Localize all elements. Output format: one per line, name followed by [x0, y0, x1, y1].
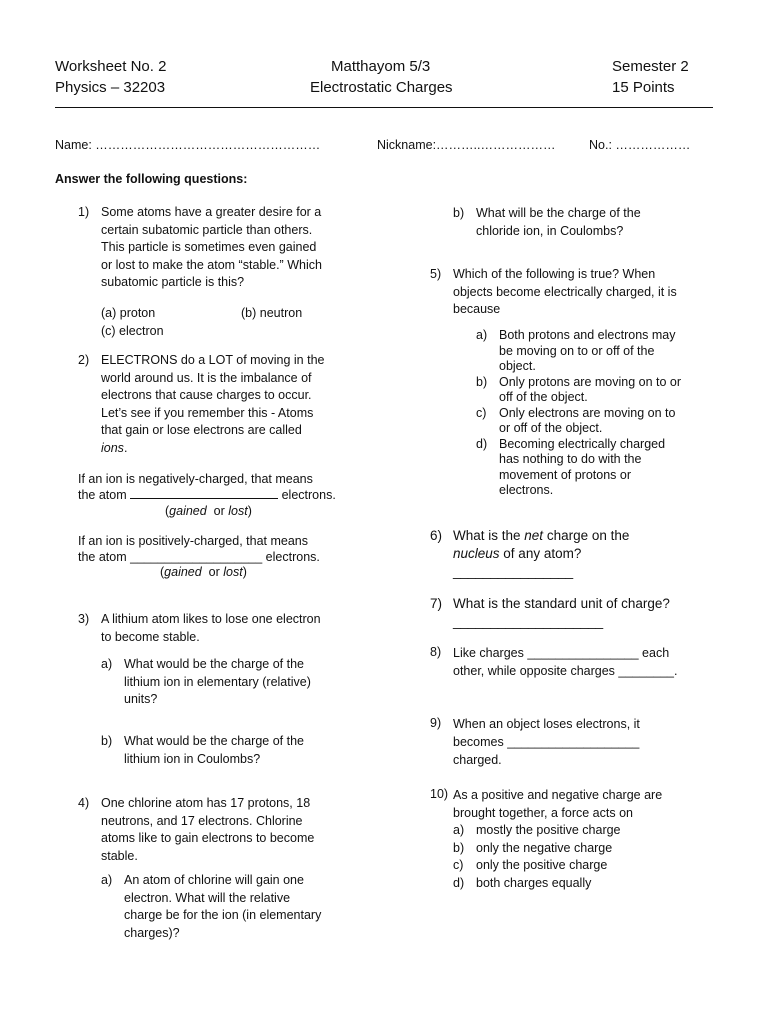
q10-options [453, 822, 621, 892]
q1-option-a: (a) proton [101, 306, 156, 320]
q10-option-b[interactable]: b) only the negative charge [453, 840, 613, 855]
q10-text: As a positive and negative charge are brought together, a force acts on [453, 788, 663, 820]
q6-text: What is the net charge on the nucleus of any atom? ________________ [453, 528, 630, 579]
q2-positive-line[interactable]: the atom ___________________ electrons. [78, 550, 320, 564]
q9-text[interactable]: When an object loses electrons, it becomes ___________________ charged. [453, 717, 640, 767]
q1-option-b: (b) neutron [241, 306, 303, 320]
q2-number: 2) [78, 353, 90, 367]
q5-option-c[interactable]: c) Only electrons are moving on to or off of the object. [476, 405, 676, 435]
q2-text: ELECTRONS do a LOT of moving in the world around us. It is the imbalance of electrons that cause charges to occur. Let’s see if you remember this - Atoms that gain or lose electrons are called ions. [101, 353, 325, 455]
q3b-label: b) [101, 734, 113, 748]
q2-positive-choice: (gained or lost) [160, 565, 247, 579]
q10-option-c[interactable]: c) only the positive charge [453, 858, 608, 872]
number-field[interactable]: No.: ……………… [589, 138, 691, 152]
instructions: Answer the following questions: [55, 172, 248, 186]
q3-text: A lithium atom likes to lose one electron to become stable. [101, 612, 321, 644]
q3a-text: What would be the charge of the lithium ion in elementary (relative) units? [124, 657, 311, 706]
topic-title: Electrostatic Charges [310, 79, 453, 96]
q8-number: 8) [430, 645, 442, 659]
q2-negative-choice: (gained or lost) [165, 504, 252, 518]
q4-number: 4) [78, 796, 90, 810]
q4b-label: b) [453, 206, 465, 220]
nickname-field[interactable]: Nickname:………..……………… [377, 138, 556, 152]
q4a-label: a) [101, 873, 113, 887]
q2-positive-prompt: If an ion is positively-charged, that means [78, 534, 308, 548]
q7-answer-blank[interactable]: ____________________ [453, 614, 604, 629]
q3a-label: a) [101, 657, 113, 671]
q8-text[interactable]: Like charges ________________ each other, while opposite charges ________. [453, 646, 678, 678]
semester: Semester 2 [612, 58, 689, 75]
q4a-text: An atom of chlorine will gain one electron. What will the relative charge be for the ion (in elementary charges)? [124, 873, 322, 940]
points: 15 Points [612, 79, 675, 96]
q4-text: One chlorine atom has 17 protons, 18 neutrons, and 17 electrons. Chlorine atoms like to gain electrons to become stable. [101, 796, 315, 863]
course-code: Physics – 32203 [55, 79, 166, 96]
q10-number: 10) [430, 787, 449, 801]
q4b-text: What will be the charge of the chloride ion, in Coulombs? [476, 206, 641, 238]
q5-number: 5) [430, 267, 442, 281]
q2-negative-blank[interactable] [130, 487, 278, 499]
q5-options [476, 328, 681, 499]
q1-number: 1) [78, 205, 90, 219]
q5-text: Which of the following is true? When objects become electrically charged, it is because [453, 267, 677, 316]
q10-option-d[interactable]: d) both charges equally [453, 875, 592, 890]
q2-negative-line: the atom electrons. [78, 488, 336, 502]
q7-number: 7) [430, 596, 443, 611]
header-divider [55, 107, 713, 108]
q5-option-a[interactable]: a) Both protons and electrons may be moving on to or off of the object. [476, 328, 676, 373]
q6-number: 6) [430, 528, 443, 543]
q10-option-a[interactable]: a) mostly the positive charge [453, 823, 621, 837]
q7-text: What is the standard unit of charge? ____________________ [453, 596, 670, 629]
worksheet-number: Worksheet No. 2 [55, 58, 167, 75]
q2-negative-prompt: If an ion is negatively-charged, that means [78, 472, 313, 486]
q1-text: Some atoms have a greater desire for a certain subatomic particle than others. This particle is sometimes even gained or lost to make the atom “stable.” Which subatomic particle is this? [101, 205, 322, 289]
class-name: Matthayom 5/3 [331, 58, 431, 75]
q5-option-b[interactable]: b) Only protons are moving on to or off of the object. [476, 374, 682, 404]
name-field[interactable]: Name: ……………………………………………… [55, 138, 321, 152]
q5-option-d[interactable]: d) Becoming electrically charged has nothing to do with the movement of protons or electrons. [476, 436, 666, 497]
q3b-text: What would be the charge of the lithium ion in Coulombs? [124, 734, 304, 766]
q1-option-c: (c) electron [101, 324, 164, 338]
q6-answer-blank[interactable]: ________________ [453, 564, 574, 579]
q9-number: 9) [430, 716, 442, 730]
q3-number: 3) [78, 612, 90, 626]
